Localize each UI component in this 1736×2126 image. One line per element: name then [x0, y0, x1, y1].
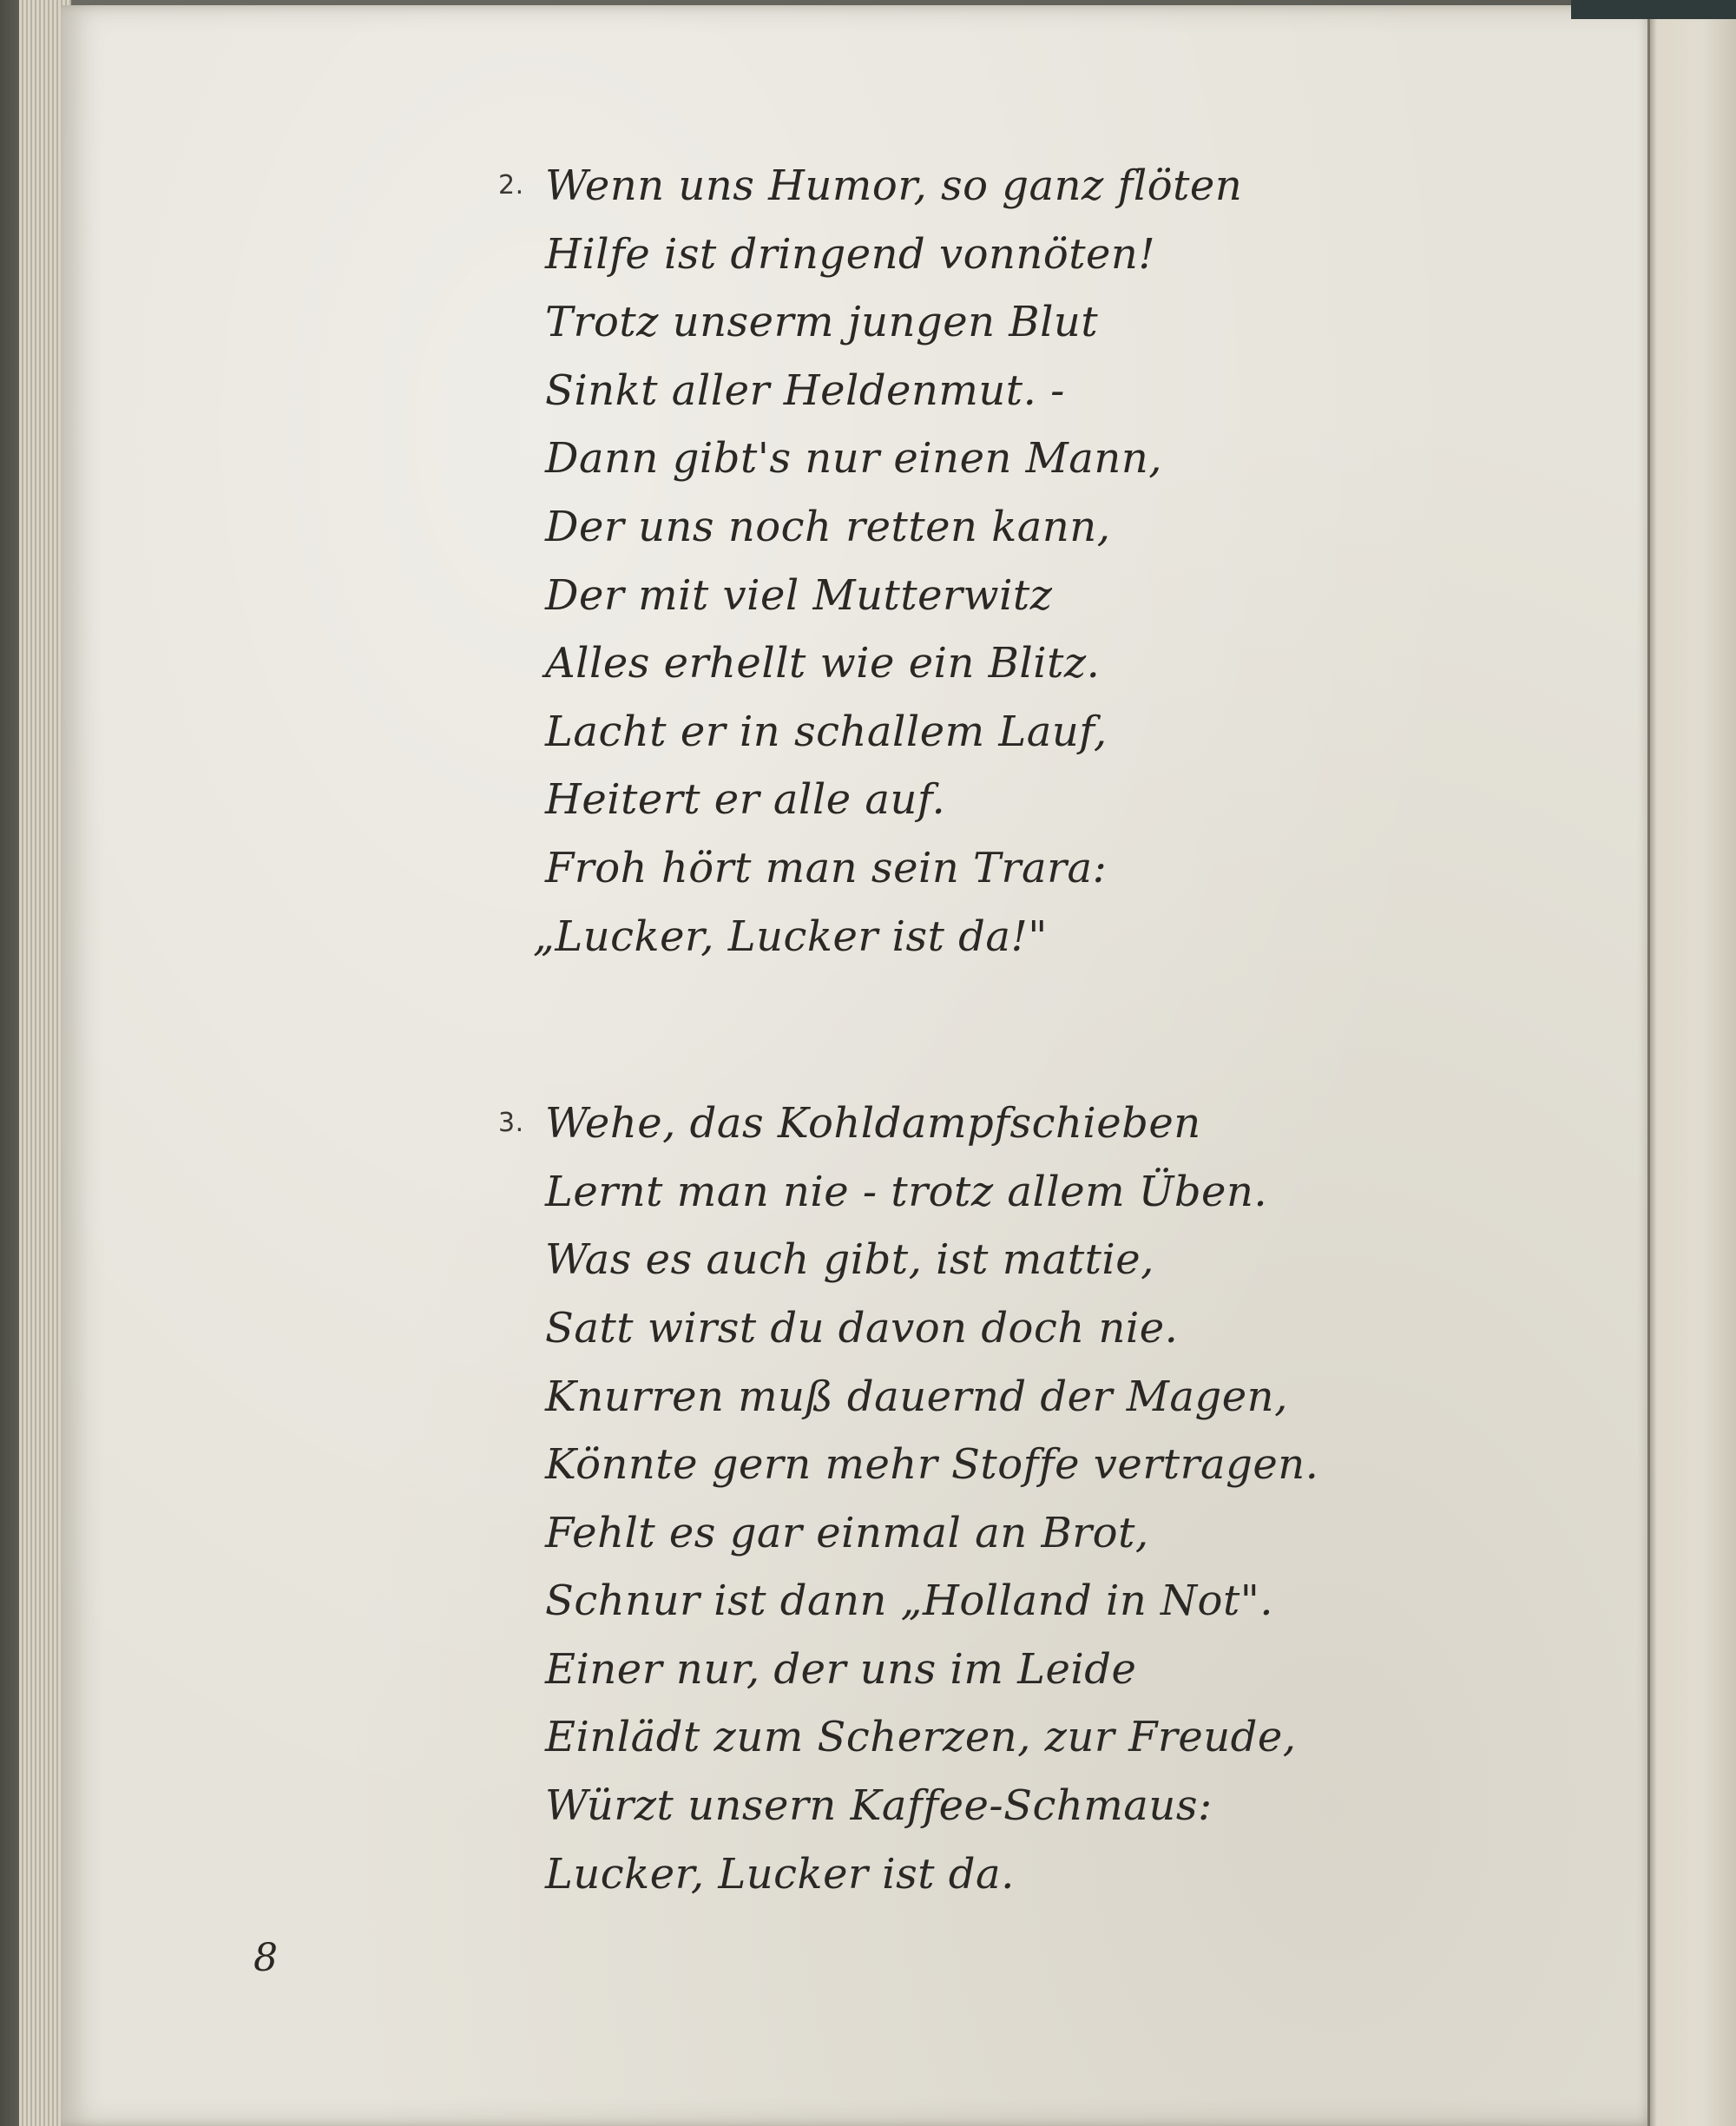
facing-page-edge [1647, 0, 1736, 2126]
poem-line: Wenn uns Humor, so ganz flöten [545, 161, 1243, 210]
poem-line: „Lucker, Lucker ist da!" [533, 912, 1048, 961]
stanza-number: 2. [498, 170, 524, 201]
poem-line: Könnte gern mehr Stoffe vertragen. [545, 1440, 1319, 1490]
poem [498, 152, 1384, 1908]
poem-line: Einer nur, der uns im Leide [545, 1644, 1137, 1694]
poem-line: Lucker, Lucker ist da. [545, 1849, 1015, 1899]
poem-line: Der mit viel Mutterwitz [545, 570, 1053, 620]
stanza-2 [498, 152, 1384, 971]
poem-line: Sinkt aller Heldenmut. - [545, 365, 1065, 415]
poem-line: Heitert er alle auf. [545, 775, 946, 825]
poem-line: Einlädt zum Scherzen, zur Freude, [545, 1713, 1297, 1762]
poem-line: Froh hört man sein Trara: [545, 843, 1108, 892]
stanza-3 [498, 1089, 1384, 1908]
poem-line: Wehe, das Kohldampfschieben [545, 1099, 1201, 1149]
poem-line: Fehlt es gar einmal an Brot, [545, 1508, 1149, 1557]
poem-line: Lacht er in schallem Lauf, [545, 707, 1108, 756]
page-number: 8 [253, 1936, 278, 1980]
poem-line: Der uns noch retten kann, [545, 502, 1111, 551]
poem-line: Was es auch gibt, ist mattie, [545, 1235, 1154, 1285]
poem-line: Knurren muß dauernd der Magen, [545, 1372, 1288, 1421]
poem-line: Dann gibt's nur einen Mann, [545, 434, 1162, 484]
poem-line: Würzt unsern Kaffee-Schmaus: [545, 1781, 1213, 1831]
poem-line: Hilfe ist dringend vonnöten! [545, 229, 1156, 279]
poem-line: Alles erhellt wie ein Blitz. [545, 639, 1101, 688]
poem-line: Satt wirst du davon doch nie. [545, 1303, 1179, 1353]
poem-line: Lernt man nie - trotz allem Üben. [545, 1167, 1268, 1216]
stanza-number: 3. [498, 1108, 524, 1139]
poem-line: Schnur ist dann „Holland in Not". [545, 1576, 1274, 1626]
binding-cover [1571, 0, 1736, 19]
poem-line: Trotz unserm jungen Blut [545, 298, 1099, 347]
